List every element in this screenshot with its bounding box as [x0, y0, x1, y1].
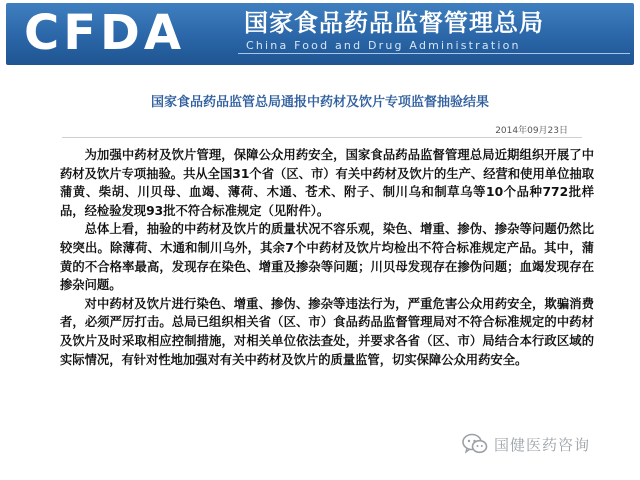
- banner-divider: [238, 53, 630, 54]
- agency-name-chinese: 国家食品药品监督管理总局: [244, 8, 544, 37]
- title-divider: [62, 137, 582, 138]
- notice-body: [60, 146, 594, 369]
- header-banner: [6, 3, 634, 65]
- publish-date: 2014年09月23日: [495, 126, 568, 136]
- cfda-logo: CFDA: [24, 5, 186, 61]
- agency-name-english: China Food and Drug Administration: [246, 39, 521, 52]
- wechat-icon: [462, 433, 488, 455]
- paragraph: 总体上看，抽验的中药材及饮片的质量状况不容乐观，染色、增重、掺伪、掺杂等问题仍然比较突出。除薄荷、木通和制川乌外，其余7个中药材及饮片均检出不符合标准规定产品。其中，蒲黄的不合格率最高，发现存在染色、增重及掺杂等问题；川贝母发现存在掺伪问题；血竭发现存在掺杂问题。: [60, 222, 594, 293]
- notice-title: 国家食品药品监管总局通报中药材及饮片专项监督抽验结果: [150, 95, 489, 110]
- paragraph: 为加强中药材及饮片管理，保障公众用药安全，国家食品药品监督管理总局近期组织开展了中药材及饮片专项抽验。共从全国31个省（区、市）有关中药材及饮片的生产、经营和使用单位抽取蒲黄、柴胡、川贝母、血竭、薄荷、木通、苍术、附子、制川乌和制草乌等10个品种772批样品，经检验发现93批不符合标准规定（见附件）。: [60, 148, 594, 218]
- paragraph: 对中药材及饮片进行染色、增重、掺伪、掺杂等违法行为，严重危害公众用药安全，欺骗消费者，必须严厉打击。总局已组织相关省（区、市）食品药品监督管理局对不符合标准规定的中药材及饮片及时采取相应控制措施，对相关单位依法查处，并要求各省（区、市）局结合本行政区域的实际情况，有针对性地加强对有关中药材及饮片的质量监管，切实保障公众用药安全。: [60, 296, 594, 367]
- watermark-text: 国健医药咨询: [494, 435, 591, 454]
- watermark: [462, 431, 590, 457]
